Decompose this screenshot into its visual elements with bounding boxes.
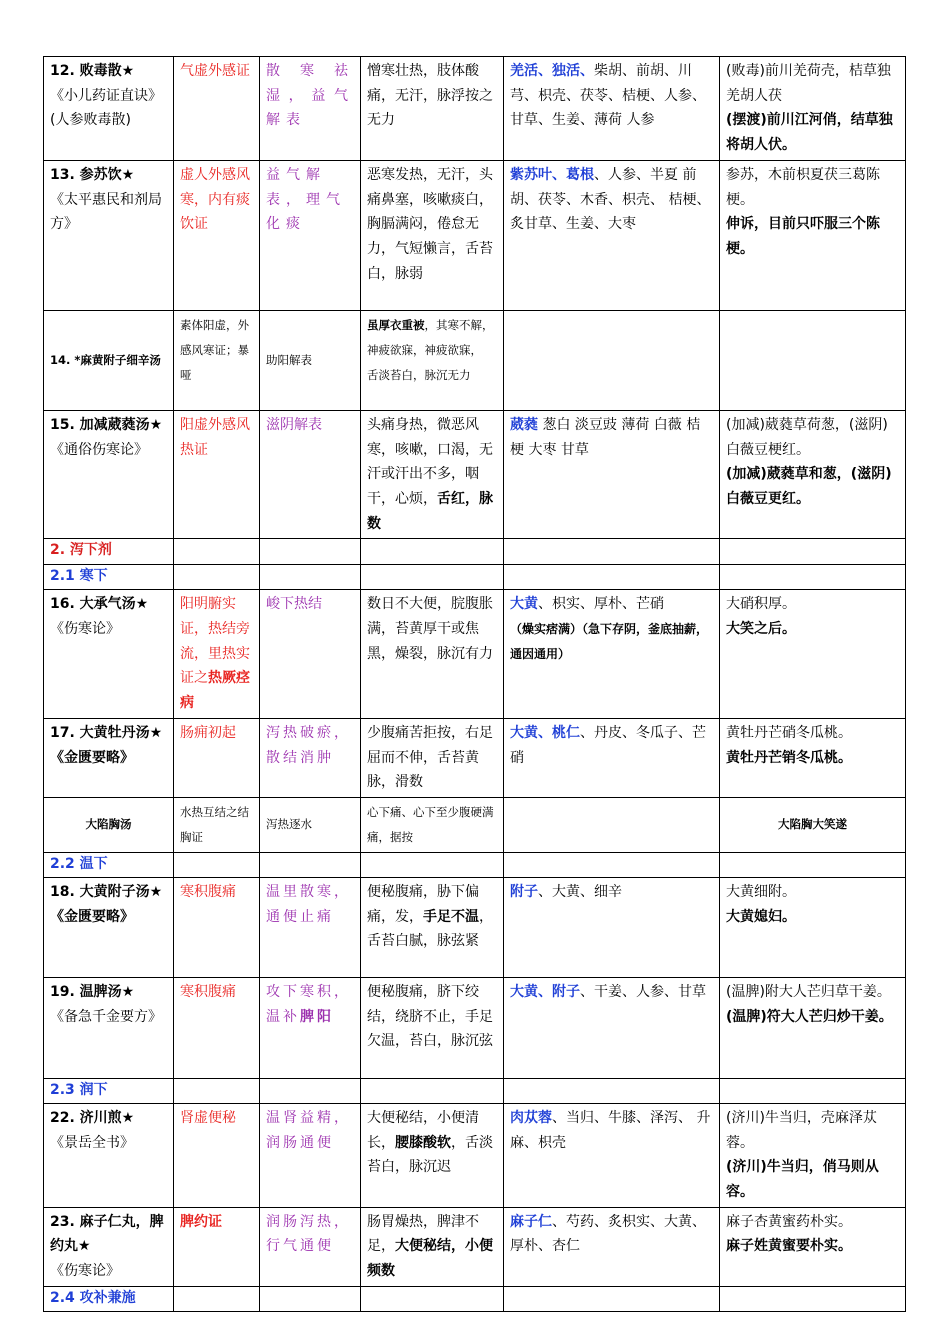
formula-name: 12. 败毒散★ (50, 63, 135, 79)
other-herbs: 、枳实、厚朴、芒硝 (538, 596, 664, 613)
other-herbs: 、人参、半夏 前胡、茯苓、木香、枳壳、 桔梗、炙甘草、生姜、大枣 (510, 166, 711, 233)
key-herbs: 羌活、独活、 (510, 63, 594, 79)
syndrome-cell: 虚人外感风寒，内有痰饮证 (174, 160, 260, 310)
syndrome-cell: 气虚外感证 (174, 57, 260, 161)
formula-name: 23. 麻子仁丸，脾约丸★ (50, 1213, 164, 1255)
effect-cell: 益气解表，理气化痰 (260, 160, 361, 310)
herbs-cell (504, 310, 720, 410)
other-herbs: 、丹皮、冬瓜子、芒硝 (510, 724, 706, 766)
symptoms-text: 大便秘结，小便清长， (367, 1109, 479, 1151)
section-heading: 2.1 寒下 (44, 565, 174, 590)
herbs-note: （燥实痞满）（急下存阴，釜底抽薪，通因通用） (510, 622, 709, 661)
mnemonic-text: (温脾)附大人芒归草干姜。 (726, 983, 891, 1000)
syndrome-cell: 水热互结之结胸证 (174, 797, 260, 852)
other-herbs: 、当归、牛膝、泽泻、 升麻、枳壳 (510, 1109, 711, 1151)
formula-source: 《伤寒论》 (50, 621, 120, 638)
table-row (44, 1207, 906, 1286)
section-heading: 2.2 温下 (44, 852, 174, 877)
formula-source: 《太平惠民和剂局方》 (50, 191, 162, 233)
mnemonic-homophone: 伸诉，目前只吓服三个陈梗。 (726, 216, 880, 257)
mnemonic-homophone: 黄牡丹芒销冬瓜桃。 (726, 749, 852, 766)
mnemonic-text: (济川)牛当归，壳麻泽苁蓉。 (726, 1109, 877, 1151)
mnemonic-cell (720, 160, 906, 310)
effect-cell: 泻热逐水 (260, 797, 361, 852)
formula-name-cell (44, 977, 174, 1078)
symptoms-cell (361, 877, 504, 977)
table-row (44, 718, 906, 797)
syndrome-cell (174, 590, 260, 719)
formula-name-cell: 大陷胸汤 (44, 797, 174, 852)
mnemonic-cell (720, 977, 906, 1078)
symptoms-highlight: 大便秘结，小便频数 (367, 1238, 493, 1280)
symptoms-highlight: 手足不温 (423, 908, 479, 925)
mnemonic-cell (720, 1207, 906, 1286)
formula-source: 《通俗伤寒论》 (50, 441, 148, 458)
formula-name-cell: 14. *麻黄附子细辛汤 (44, 310, 174, 410)
formula-name: 16. 大承气汤★ (50, 596, 149, 613)
symptoms-cell (361, 1103, 504, 1207)
section-heading: 2. 泻下剂 (44, 539, 174, 565)
mnemonic-homophone: 麻子姓黄蜜要朴实。 (726, 1238, 852, 1255)
effect-cell: 温肾益精，润肠通便 (260, 1103, 361, 1207)
section-row (44, 1286, 906, 1311)
mnemonic-homophone: (摆渡)前川江河俏，结草独将胡人伏。 (726, 112, 893, 154)
mnemonic-cell (720, 410, 906, 539)
key-herbs: 大黄、附子 (510, 983, 580, 1000)
herbs-cell (504, 57, 720, 161)
effect-highlight: 脾阳 (300, 1008, 334, 1025)
section-heading: 2.4 攻补兼施 (44, 1286, 174, 1311)
formula-table-container (43, 56, 906, 1312)
key-herbs: 附子 (510, 883, 538, 900)
syndrome-highlight: 热厥痉病 (180, 670, 250, 712)
syndrome-cell: 脾约证 (174, 1207, 260, 1286)
formula-source: 《景岳全书》 (50, 1134, 134, 1151)
formula-name-cell (44, 1207, 174, 1286)
table-row (44, 310, 906, 410)
herbs-cell (504, 718, 720, 797)
effect-cell: 滋阴解表 (260, 410, 361, 539)
syndrome-cell: 肾虚便秘 (174, 1103, 260, 1207)
other-herbs: 柴胡、前胡、川芎、枳壳、茯苓、桔梗、人参、甘草、生姜、薄荷 人参 (510, 63, 706, 129)
formula-name-cell (44, 1103, 174, 1207)
table-row (44, 160, 906, 310)
mnemonic-homophone: 大黄媳妇。 (726, 908, 796, 925)
herbs-cell (504, 977, 720, 1078)
herbs-cell (504, 1207, 720, 1286)
symptoms-cell: 便秘腹痛，脐下绞结，绕脐不止，手足欠温，苔白，脉沉弦 (361, 977, 504, 1078)
symptoms-cell: 少腹痛苦拒按，右足屈而不伸，舌苔黄脉，滑数 (361, 718, 504, 797)
other-herbs: 、芍药、炙枳实、大黄、厚朴、杏仁 (510, 1213, 706, 1255)
syndrome-text: 阳明腑实证，热结旁流，里热实证之 (180, 596, 250, 687)
syndrome-cell: 素体阳虚，外感风寒证；暴哑 (174, 310, 260, 410)
syndrome-cell: 寒积腹痛 (174, 877, 260, 977)
symptoms-cell: 数日不大便，脘腹胀满，苔黄厚干或焦黑，燥裂，脉沉有力 (361, 590, 504, 719)
symptoms-cell: 憎寒壮热，肢体酸痛，无汗，脉浮按之无力 (361, 57, 504, 161)
formula-source: 《伤寒论》 (50, 1263, 120, 1280)
mnemonic-text: 大黄细附。 (726, 883, 796, 900)
effect-cell (260, 977, 361, 1078)
symptoms-cell (361, 1207, 504, 1286)
symptoms-text: 便秘腹痛，胁下偏痛，发， (367, 883, 479, 925)
key-herbs: 麻子仁 (510, 1213, 552, 1230)
mnemonic-cell: 大陷胸大笑遂 (720, 797, 906, 852)
mnemonic-text: 麻子杏黄蜜药朴实。 (726, 1213, 852, 1230)
mnemonic-cell (720, 718, 906, 797)
formula-name: 13. 参苏饮★ (50, 166, 135, 183)
formula-name: 22. 济川煎★ (50, 1109, 135, 1126)
formula-name-cell (44, 57, 174, 161)
table-row (44, 590, 906, 719)
table-row (44, 977, 906, 1078)
mnemonic-text: 参苏，木前枳夏茯三葛陈梗。 (726, 166, 880, 208)
table-row (44, 797, 906, 852)
mnemonic-homophone: 大笑之后。 (726, 621, 796, 638)
effect-cell: 峻下热结 (260, 590, 361, 719)
section-row (44, 565, 906, 590)
effect-cell: 泻热破瘀，散结消肿 (260, 718, 361, 797)
herbs-cell (504, 590, 720, 719)
effect-text: 攻下寒积，温补 (266, 983, 351, 1025)
symptoms-cell: 心下痛、心下至少腹硬满痛，据按 (361, 797, 504, 852)
section-row (44, 1078, 906, 1103)
symptoms-cell: 恶寒发热，无汗，头痛鼻塞，咳嗽痰白，胸膈满闷，倦怠无力，气短懒言，舌苔白，脉弱 (361, 160, 504, 310)
symptoms-text: 肠胃燥热，脾津不足， (367, 1213, 479, 1255)
symptoms-cell (361, 410, 504, 539)
symptoms-text: 头痛身热，微恶风寒，咳嗽，口渴，无汗或汗出不多，咽干，心烦， (367, 416, 493, 507)
section-row (44, 852, 906, 877)
formula-table (43, 56, 906, 1312)
other-herbs: 、大黄、细辛 (538, 883, 622, 900)
other-herbs: 、干姜、人参、甘草 (580, 983, 706, 1000)
symptoms-tail: ，舌淡苔白，脉沉迟 (367, 1134, 493, 1176)
mnemonic-text: 黄牡丹芒硝冬瓜桃。 (726, 724, 852, 741)
mnemonic-homophone: (温脾)符大人芒归炒干姜。 (726, 1008, 893, 1025)
table-row (44, 410, 906, 539)
symptoms-tail: ，舌苔白腻，脉弦紧 (367, 908, 493, 950)
table-row (44, 1103, 906, 1207)
mnemonic-cell (720, 310, 906, 410)
key-herbs: 肉苁蓉 (510, 1109, 552, 1126)
formula-name-cell (44, 160, 174, 310)
mnemonic-text: (败毒)前川羌荷壳，桔草独羌胡人茯 (726, 63, 891, 104)
mnemonic-cell (720, 590, 906, 719)
formula-name-cell: 18. 大黄附子汤★《金匮要略》 (44, 877, 174, 977)
section-row (44, 539, 906, 565)
formula-name-cell (44, 410, 174, 539)
formula-name: 15. 加减葳蕤汤★ (50, 416, 163, 433)
key-herbs: 大黄 (510, 596, 538, 613)
herbs-cell (504, 877, 720, 977)
mnemonic-homophone: (加减)葳蕤草和葱，(滋阴)白薇豆更红。 (726, 466, 892, 507)
formula-source: 《备急千金要方》 (50, 1008, 162, 1025)
herbs-cell (504, 410, 720, 539)
section-heading: 2.3 润下 (44, 1078, 174, 1103)
symptoms-highlight: 腰膝酸软 (395, 1134, 451, 1151)
symptoms-cell (361, 310, 504, 410)
effect-cell: 散寒祛湿，益气解表 (260, 57, 361, 161)
key-herbs: 紫苏叶、葛根 (510, 166, 594, 183)
syndrome-cell: 肠痈初起 (174, 718, 260, 797)
key-herbs: 葳蕤 (510, 416, 538, 433)
symptoms-highlight: 舌红，脉数 (367, 490, 493, 532)
formula-name-cell (44, 590, 174, 719)
symptoms-text: ，其寒不解，神疲欲寐，神疲欲寐， 舌淡苔白，脉沉无力 (367, 317, 494, 382)
key-herbs: 大黄、桃仁 (510, 724, 580, 741)
other-herbs: 葱白 淡豆豉 薄荷 白薇 桔梗 大枣 甘草 (510, 416, 701, 458)
syndrome-cell: 阳虚外感风热证 (174, 410, 260, 539)
table-row (44, 877, 906, 977)
mnemonic-cell (720, 57, 906, 161)
effect-cell: 温里散寒，通便止痛 (260, 877, 361, 977)
herbs-cell (504, 797, 720, 852)
symptoms-highlight: 虽厚衣重被 (367, 317, 425, 332)
formula-source: 《小儿药证直诀》(人参败毒散) (50, 87, 162, 129)
herbs-cell (504, 1103, 720, 1207)
mnemonic-cell (720, 877, 906, 977)
syndrome-cell: 寒积腹痛 (174, 977, 260, 1078)
formula-name: 19. 温脾汤★ (50, 983, 135, 1000)
herbs-cell (504, 160, 720, 310)
mnemonic-text: (加减)葳蕤草荷葱，(滋阴)白薇豆梗红。 (726, 416, 888, 458)
mnemonic-cell (720, 1103, 906, 1207)
effect-cell: 助阳解表 (260, 310, 361, 410)
formula-name-cell: 17. 大黄牡丹汤★《金匮要略》 (44, 718, 174, 797)
mnemonic-homophone: (济川)牛当归，俏马则从容。 (726, 1159, 879, 1201)
table-row (44, 57, 906, 161)
effect-cell: 润肠泻热，行气通便 (260, 1207, 361, 1286)
mnemonic-text: 大硝积厚。 (726, 596, 796, 613)
